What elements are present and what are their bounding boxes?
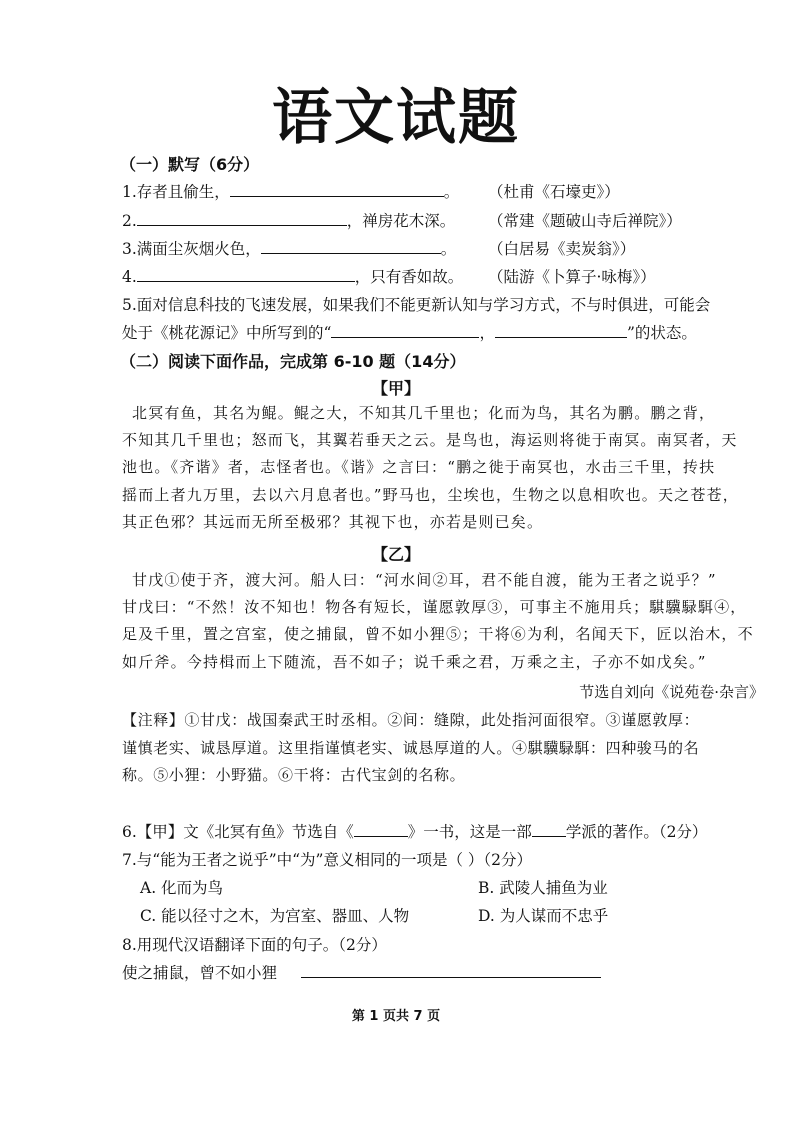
q2-blank[interactable] — [137, 209, 347, 226]
q2-post: ，禅房花木深。 — [346, 212, 456, 230]
q5-mid: ， — [479, 324, 495, 342]
q6-blank-2[interactable] — [532, 820, 566, 837]
annotations — [122, 707, 782, 790]
q5-post: ”的状态。 — [626, 324, 697, 342]
q2-pre: 2. — [122, 212, 137, 230]
q1-blank[interactable] — [230, 180, 444, 197]
q3-source: （白居易《卖炭翁》） — [488, 240, 636, 258]
q8-sentence — [122, 961, 601, 983]
q7-option-c[interactable]: C. 能以径寸之木，为宫室、器皿、人物 — [140, 907, 410, 925]
question-4 — [122, 265, 463, 287]
yi-line: 甘戊①使于齐，渡大河。船人曰：“河水间②耳，君不能自渡，能为王者之说乎？” — [132, 571, 717, 589]
q4-blank[interactable] — [137, 265, 355, 282]
q6-pre: 6.【甲】文《北冥有鱼》节选自《 — [122, 823, 354, 841]
jia-line: 不知其几千里也；怒而飞，其翼若垂天之云。是鸟也，海运则将徙于南冥。南冥者，天 — [122, 431, 738, 450]
note-line: 【注释】①甘戊：战国秦武王时丞相。②间：缝隙，此处指河面很窄。③谨愿敦厚： — [122, 711, 700, 729]
q3-blank[interactable] — [261, 237, 441, 254]
passage-yi-label: 【乙】 — [371, 545, 420, 564]
q6-post: 学派的著作。（2分） — [565, 823, 708, 841]
yi-line: 甘戊曰：“不然！汝不知也！物各有短长，谨愿敦厚③，可事主不施用兵；騏驥騄駬④， — [122, 598, 747, 617]
section2-heading: （二）阅读下面作品，完成第 6-10 题（14分） — [120, 352, 466, 371]
note-line: 谨慎老实、诚恳厚道。这里指谨慎老实、诚恳厚道的人。④騏驥騄駬：四种骏马的名 — [122, 738, 700, 757]
passage-jia — [122, 400, 782, 536]
q5-pre: 处于《桃花源记》中所写到的“ — [122, 324, 332, 342]
jia-line: 摇而上者九万里，去以六月息者也。”野马也，尘埃也，生物之以息相吹也。天之苍苍， — [122, 485, 739, 504]
question-7-stem: 7.与“能为王者之说乎”中“为”意义相同的一项是（ ）（2分） — [122, 851, 533, 869]
q2-source: （常建《题破山寺后禅院》） — [488, 212, 682, 230]
q8-sentence-text: 使之捕鼠，曾不如小狸 — [122, 964, 278, 982]
question-8-stem: 8.用现代汉语翻译下面的句子。（2分） — [122, 936, 387, 954]
passage-yi-source: 节选自刘向《说苑卷·杂言》 — [579, 683, 764, 701]
question-2 — [122, 209, 455, 231]
question-3 — [122, 237, 456, 259]
yi-line: 足及千里，置之宫室，使之捕鼠，曾不如小狸⑤；干将⑥为利，名闻天下，匠以治木，不 — [122, 625, 754, 644]
question-1 — [122, 180, 459, 202]
q5-line2 — [122, 321, 697, 343]
page-title: 语文试题 — [272, 83, 520, 153]
question-6 — [122, 820, 707, 842]
note-line: 称。⑤小狸：小野猫。⑥干将：古代宝剑的名称。 — [122, 766, 466, 784]
passage-jia-label: 【甲】 — [371, 379, 420, 398]
passage-yi — [122, 567, 782, 676]
q4-pre: 4. — [122, 268, 137, 286]
q7-option-a[interactable]: A. 化而为鸟 — [140, 879, 224, 897]
yi-line: 如斤斧。今持楫而上下随流，吾不如子；说千乘之君，万乘之主，子亦不如戊矣。” — [122, 652, 707, 671]
q5-blank-2[interactable] — [495, 321, 627, 338]
q7-option-d[interactable]: D. 为人谋而不忠乎 — [478, 907, 609, 925]
q7-option-b[interactable]: B. 武陵人捕鱼为业 — [478, 879, 608, 897]
page-footer: 第 1 页共 7 页 — [351, 1009, 441, 1024]
jia-line: 其正色邪？其远而无所至极邪？其视下也，亦若是则已矣。 — [122, 512, 544, 531]
q1-pre: 1.存者且偷生， — [122, 183, 230, 201]
q4-source: （陆游《卜算子·咏梅》） — [488, 268, 656, 286]
jia-line: 北冥有鱼，其名为鲲。鲲之大，不知其几千里也；化而为鸟，其名为鹏。鹏之背， — [132, 404, 716, 422]
q6-mid: 》一书，这是一部 — [407, 823, 532, 841]
q3-post: 。 — [440, 240, 457, 258]
q6-blank-1[interactable] — [354, 820, 408, 837]
section1-heading: （一）默写（6分） — [120, 155, 260, 174]
jia-line: 池也。《齐谐》者，志怪者也。《谐》之言曰：“鹏之徙于南冥也，水击三千里，抟扶 — [122, 458, 716, 477]
q5-line1: 5.面对信息科技的飞速发展，如果我们不能更新认知与学习方式，不与时俱进，可能会 — [122, 296, 711, 314]
q1-post: 。 — [443, 183, 460, 201]
q8-answer-blank[interactable] — [301, 961, 601, 978]
q3-pre: 3.满面尘灰烟火色， — [122, 240, 261, 258]
q4-post: ，只有香如故。 — [354, 268, 464, 286]
q1-source: （杜甫《石壕吏》） — [488, 183, 620, 201]
q5-blank-1[interactable] — [331, 321, 479, 338]
